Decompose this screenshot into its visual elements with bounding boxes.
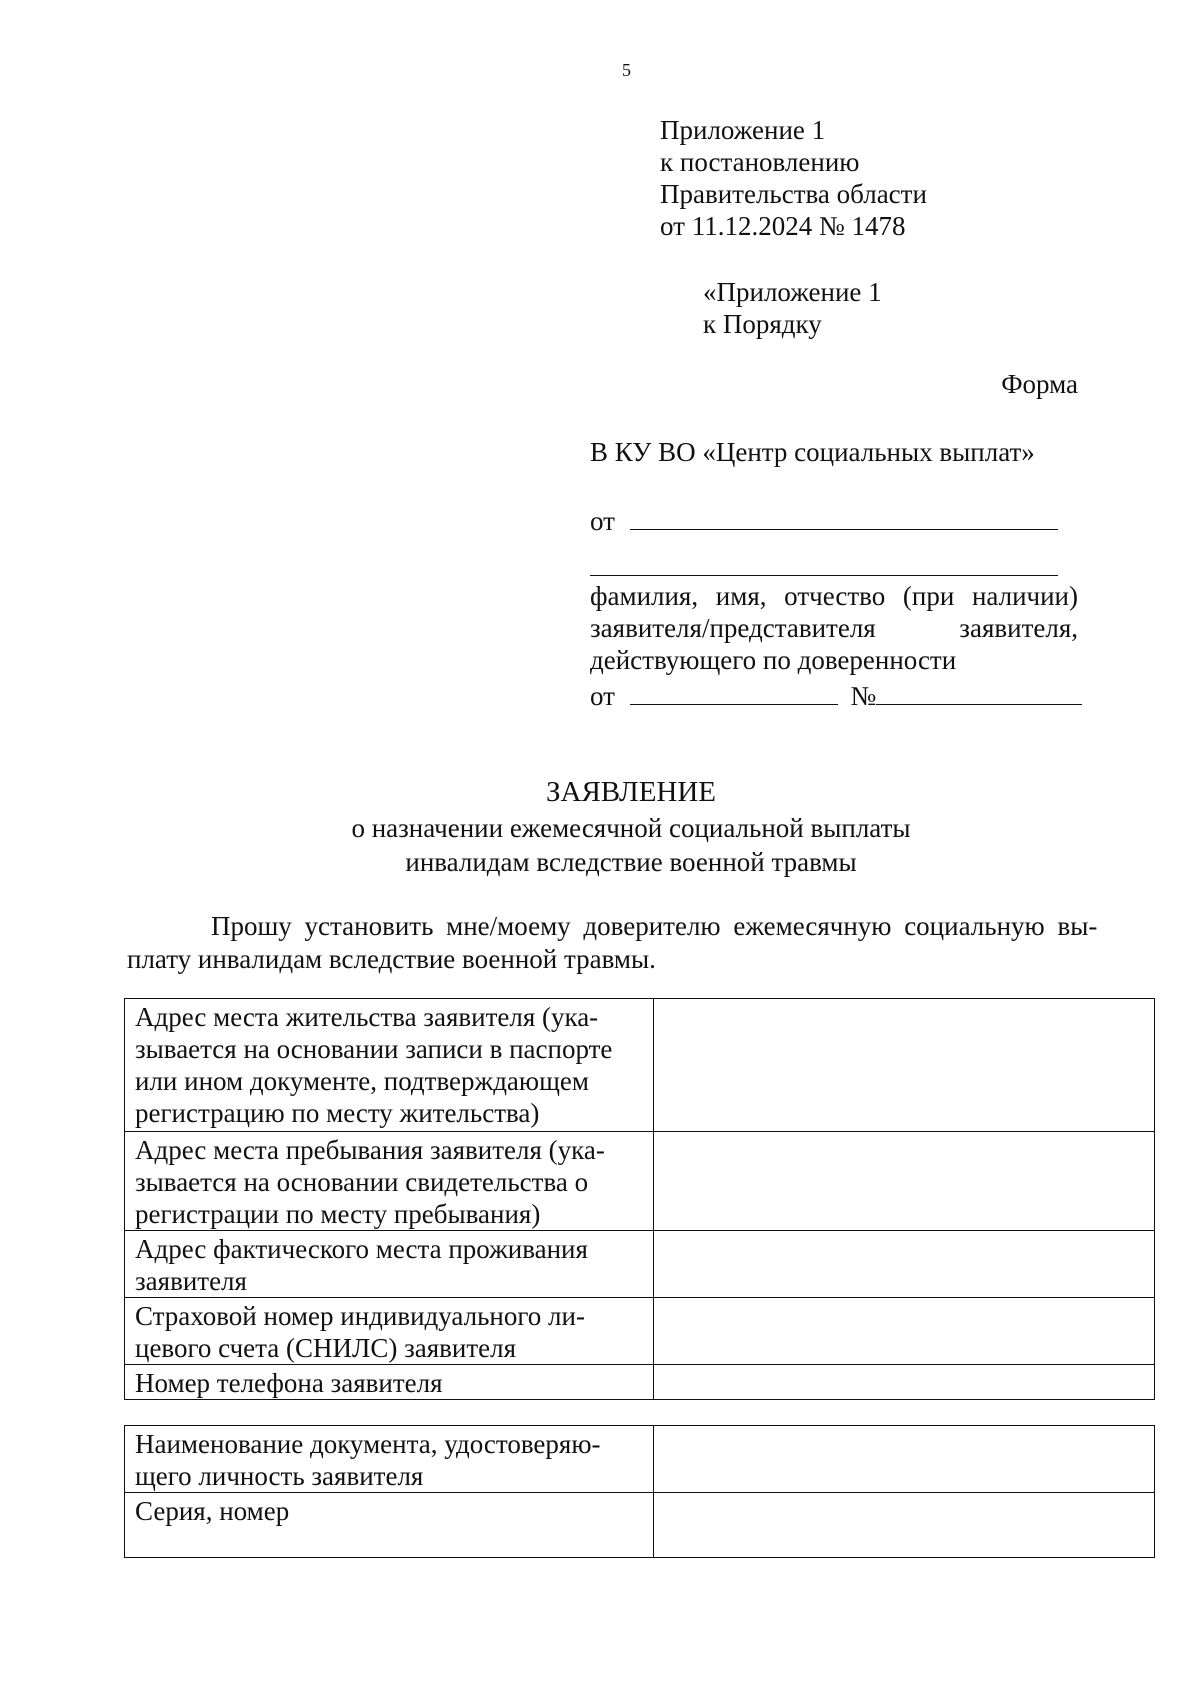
label-line: заявителя: [135, 1266, 247, 1296]
table-row: [125, 1132, 1155, 1231]
poa-number-label: №: [850, 681, 877, 711]
appendix-header: [660, 114, 927, 242]
request-line-1: [127, 910, 1125, 943]
label-line: цевого счета (СНИЛС) заявителя: [135, 1333, 517, 1363]
label-line: зывается на основании свидетельства о: [135, 1167, 589, 1197]
caption-word: фамилия,: [590, 581, 699, 611]
table-row: [125, 999, 1155, 1132]
poa-from-label: от: [590, 681, 615, 711]
label-line: Адрес фактического места проживания: [135, 1234, 588, 1264]
actual-address-input[interactable]: [654, 1231, 1155, 1298]
row-label-actual-address: [125, 1231, 654, 1298]
row-label-series-number: [125, 1493, 654, 1558]
label-line: щего личность заявителя: [135, 1461, 424, 1491]
table-row: [125, 1298, 1155, 1365]
document-title: ЗАЯВЛЕНИЕ: [545, 776, 717, 808]
label-line: или ином документе, подтверждающем: [135, 1066, 589, 1096]
series-number-input[interactable]: [654, 1493, 1155, 1558]
appendix-order-line: к Порядку: [703, 309, 822, 339]
row-label-phone: [125, 1365, 654, 1400]
label-line: Адрес места жительства заявителя (ука-: [135, 1002, 599, 1032]
appendix-line: от 11.12.2024 № 1478: [660, 211, 906, 241]
label-line: Наименование документа, удостоверяю-: [135, 1429, 601, 1459]
applicant-name-field-continued[interactable]: [590, 575, 1058, 576]
request-paragraph: [127, 910, 1125, 976]
caption-word: наличии): [971, 581, 1078, 611]
poa-number-field[interactable]: [876, 680, 1082, 705]
table-row: [125, 1365, 1155, 1400]
phone-input[interactable]: [654, 1365, 1155, 1400]
table-row: [125, 1493, 1155, 1558]
from-label: от: [590, 506, 615, 536]
caption-word: отчество: [784, 581, 886, 611]
caption-word: (при: [902, 581, 955, 611]
applicant-name-field[interactable]: [630, 505, 1058, 530]
appendix-line: Приложение 1: [660, 115, 826, 145]
document-subtitle: инвалидам вследствие военной травмы: [405, 847, 857, 877]
request-text: Прошу установить мне/моему доверителю ежемесячную социальную вы-: [211, 911, 1098, 941]
residence-address-input[interactable]: [654, 999, 1155, 1132]
row-label-stay-address: [125, 1132, 654, 1231]
label-line: Страховой номер индивидуального ли-: [135, 1301, 585, 1331]
page-number: 5: [622, 60, 631, 80]
poa-date-field[interactable]: [630, 680, 838, 705]
fio-caption-line-3: действующего по доверенности: [590, 645, 957, 675]
appendix-line: Правительства области: [660, 179, 927, 209]
row-label-residence-address: [125, 999, 654, 1132]
appendix-order-header: [703, 276, 882, 340]
address-table: [124, 998, 1155, 1400]
label-line: регистрации по месту пребывания): [135, 1199, 541, 1229]
caption-word: заявителя/представителя: [590, 613, 876, 643]
applicant-from-line: [590, 505, 1058, 537]
form-label: Форма: [1001, 369, 1078, 399]
stay-address-input[interactable]: [654, 1132, 1155, 1231]
label-line: Номер телефона заявителя: [135, 1368, 443, 1398]
appendix-line: к постановлению: [660, 147, 860, 177]
table-row: [125, 1231, 1155, 1298]
label-line: зывается на основании записи в паспорте: [135, 1034, 613, 1064]
row-label-snils: [125, 1298, 654, 1365]
request-line-2: плату инвалидам вследствие военной травмы.: [127, 944, 656, 974]
label-line: Серия, номер: [135, 1496, 290, 1526]
fio-caption-line-1: [590, 580, 1078, 612]
caption-word: имя,: [715, 581, 767, 611]
recipient-line: В КУ ВО «Центр социальных выплат»: [590, 437, 1035, 467]
identity-document-input[interactable]: [654, 1426, 1155, 1493]
power-of-attorney-line: [590, 680, 1082, 712]
identity-document-table: [124, 1425, 1155, 1558]
table-row: [125, 1426, 1155, 1493]
document-subtitle: о назначении ежемесячной социальной выплаты: [351, 813, 911, 843]
label-line: регистрацию по месту жительства): [135, 1098, 540, 1128]
appendix-order-line: «Приложение 1: [703, 277, 882, 307]
label-line: Адрес места пребывания заявителя (ука-: [135, 1135, 605, 1165]
fio-caption: [590, 580, 1078, 676]
caption-word: заявителя,: [959, 613, 1078, 643]
row-label-identity-document: [125, 1426, 654, 1493]
snils-input[interactable]: [654, 1298, 1155, 1365]
fio-caption-line-2: [590, 612, 1078, 644]
